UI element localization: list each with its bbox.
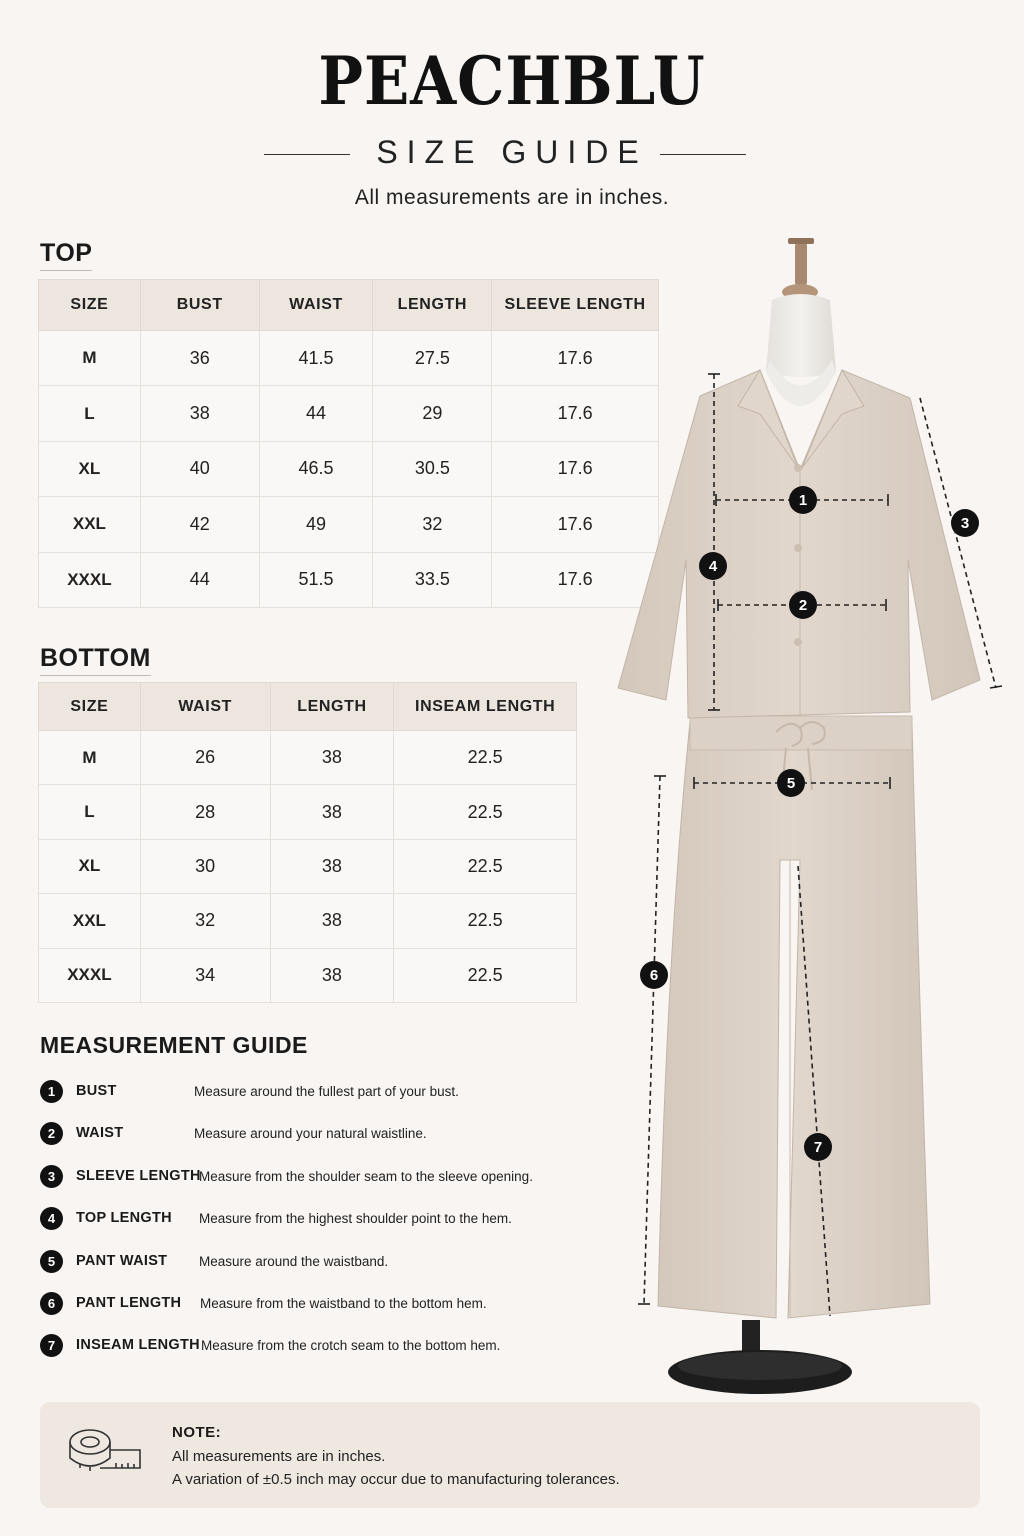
table-cell: 38 <box>140 386 259 441</box>
subtitle-row <box>0 134 1024 174</box>
note-title: NOTE: <box>172 1424 222 1441</box>
table-cell: 46.5 <box>259 441 373 496</box>
column-header: WAIST <box>259 280 373 331</box>
note-box <box>40 1402 980 1508</box>
table-row <box>39 497 659 552</box>
marker-badge: 1 <box>40 1080 63 1103</box>
table-row <box>39 386 659 441</box>
section-title-top-text: TOP <box>40 239 93 267</box>
table-row <box>39 331 659 386</box>
guide-label: INSEAM LENGTH <box>76 1337 200 1354</box>
table-row <box>39 948 577 1002</box>
size-cell: L <box>39 785 141 839</box>
section-title-bottom <box>40 644 151 676</box>
list-item <box>40 1332 600 1374</box>
table-cell: 44 <box>259 386 373 441</box>
table-cell: 38 <box>270 894 394 948</box>
list-item <box>40 1248 600 1290</box>
column-header: SIZE <box>39 683 141 731</box>
table-cell: 22.5 <box>394 839 577 893</box>
shirt <box>618 370 980 718</box>
section-title-bottom-text: BOTTOM <box>40 644 151 672</box>
list-item <box>40 1205 600 1247</box>
guide-label: TOP LENGTH <box>76 1210 172 1227</box>
size-cell: XL <box>39 839 141 893</box>
table-row <box>39 839 577 893</box>
guide-label: PANT WAIST <box>76 1252 168 1269</box>
marker-badge: 5 <box>40 1250 63 1273</box>
table-header-row <box>39 280 659 331</box>
table-cell: 29 <box>373 386 492 441</box>
mannequin-neck <box>766 294 836 377</box>
size-cell: M <box>39 331 141 386</box>
table-cell: 22.5 <box>394 731 577 785</box>
svg-text:7: 7 <box>813 1139 823 1156</box>
guide-description: Measure around your natural waistline. <box>194 1126 427 1142</box>
svg-text:1: 1 <box>798 492 808 509</box>
marker-badge: 3 <box>40 1165 63 1188</box>
table-cell: 17.6 <box>492 441 659 496</box>
table-cell: 38 <box>270 731 394 785</box>
section-title-top <box>40 239 92 271</box>
guide-description: Measure from the shoulder seam to the sleeve opening. <box>199 1168 533 1184</box>
table-cell: 51.5 <box>259 552 373 607</box>
table-cell: 32 <box>140 894 270 948</box>
guide-description: Measure around the waistband. <box>199 1253 389 1269</box>
column-header: LENGTH <box>270 683 394 731</box>
table-cell: 41.5 <box>259 331 373 386</box>
table-cell: 38 <box>270 785 394 839</box>
note-line: All measurements are in inches. <box>172 1448 386 1465</box>
table-cell: 40 <box>140 441 259 496</box>
column-header: INSEAM LENGTH <box>394 683 577 731</box>
top-size-table <box>38 279 659 608</box>
marker-badge: 6 <box>40 1292 63 1315</box>
list-item <box>40 1078 600 1120</box>
guide-label: SLEEVE LENGTH <box>76 1167 201 1184</box>
guide-label: PANT LENGTH <box>76 1294 182 1311</box>
table-cell: 27.5 <box>373 331 492 386</box>
guide-description: Measure from the waistband to the bottom hem. <box>200 1295 487 1311</box>
table-row <box>39 785 577 839</box>
size-cell: L <box>39 386 141 441</box>
list-item <box>40 1120 600 1162</box>
size-cell: XXXL <box>39 948 141 1002</box>
marker-4 <box>699 552 727 580</box>
table-cell: 22.5 <box>394 785 577 839</box>
table-cell: 49 <box>259 497 373 552</box>
size-cell: XXL <box>39 497 141 552</box>
marker-6 <box>640 961 668 989</box>
svg-text:4: 4 <box>708 558 718 575</box>
section-underline <box>40 675 151 676</box>
svg-text:5: 5 <box>786 775 796 792</box>
marker-3 <box>951 509 979 537</box>
size-cell: XL <box>39 441 141 496</box>
size-cell: XXXL <box>39 552 141 607</box>
table-cell: 32 <box>373 497 492 552</box>
section-underline <box>40 270 92 271</box>
pants <box>658 716 930 1318</box>
column-header: SLEEVE LENGTH <box>492 280 659 331</box>
mannequin-knob <box>782 238 818 300</box>
table-cell: 26 <box>140 731 270 785</box>
column-header: WAIST <box>140 683 270 731</box>
table-row <box>39 441 659 496</box>
table-cell: 38 <box>270 839 394 893</box>
page-subtitle: SIZE GUIDE <box>376 134 648 170</box>
table-cell: 30.5 <box>373 441 492 496</box>
mannequin-stand <box>668 1320 852 1394</box>
column-header: LENGTH <box>373 280 492 331</box>
measurement-guide-list <box>40 1078 600 1375</box>
note-line: A variation of ±0.5 inch may occur due to manufacturing tolerances. <box>172 1471 620 1488</box>
table-row <box>39 552 659 607</box>
list-item <box>40 1290 600 1332</box>
table-cell: 22.5 <box>394 894 577 948</box>
table-cell: 34 <box>140 948 270 1002</box>
list-item <box>40 1163 600 1205</box>
svg-text:6: 6 <box>649 967 659 984</box>
mannequin-illustration <box>600 230 1024 1410</box>
tape-measure-icon <box>66 1420 146 1480</box>
size-cell: XXL <box>39 894 141 948</box>
marker-badge: 7 <box>40 1334 63 1357</box>
units-note: All measurements are in inches. <box>354 186 670 209</box>
guide-description: Measure from the highest shoulder point to the hem. <box>199 1211 512 1227</box>
guide-description: Measure from the crotch seam to the bottom hem. <box>201 1338 501 1354</box>
marker-2 <box>789 591 817 619</box>
brand-logo: PEACHBLU <box>318 42 706 120</box>
table-cell: 36 <box>140 331 259 386</box>
table-cell: 44 <box>140 552 259 607</box>
table-cell: 22.5 <box>394 948 577 1002</box>
guide-label: WAIST <box>76 1125 124 1142</box>
measurement-guide-title: MEASUREMENT GUIDE <box>40 1032 308 1058</box>
guide-description: Measure around the fullest part of your bust. <box>194 1084 459 1099</box>
table-cell: 30 <box>140 839 270 893</box>
table-cell: 33.5 <box>373 552 492 607</box>
table-cell: 17.6 <box>492 497 659 552</box>
table-cell: 17.6 <box>492 386 659 441</box>
marker-7 <box>804 1133 832 1161</box>
column-header: SIZE <box>39 280 141 331</box>
marker-1 <box>789 486 817 514</box>
guide-label: BUST <box>76 1083 117 1099</box>
table-header-row <box>39 683 577 731</box>
bottom-size-table <box>38 682 577 1003</box>
svg-text:2: 2 <box>798 597 808 614</box>
column-header: BUST <box>140 280 259 331</box>
marker-badge: 2 <box>40 1122 63 1145</box>
marker-5 <box>777 769 805 797</box>
table-cell: 17.6 <box>492 552 659 607</box>
size-cell: M <box>39 731 141 785</box>
table-cell: 28 <box>140 785 270 839</box>
table-cell: 42 <box>140 497 259 552</box>
table-row <box>39 894 577 948</box>
svg-text:3: 3 <box>960 515 970 532</box>
table-cell: 38 <box>270 948 394 1002</box>
table-row <box>39 731 577 785</box>
table-cell: 17.6 <box>492 331 659 386</box>
marker-badge: 4 <box>40 1207 63 1230</box>
divider-right <box>660 154 746 155</box>
